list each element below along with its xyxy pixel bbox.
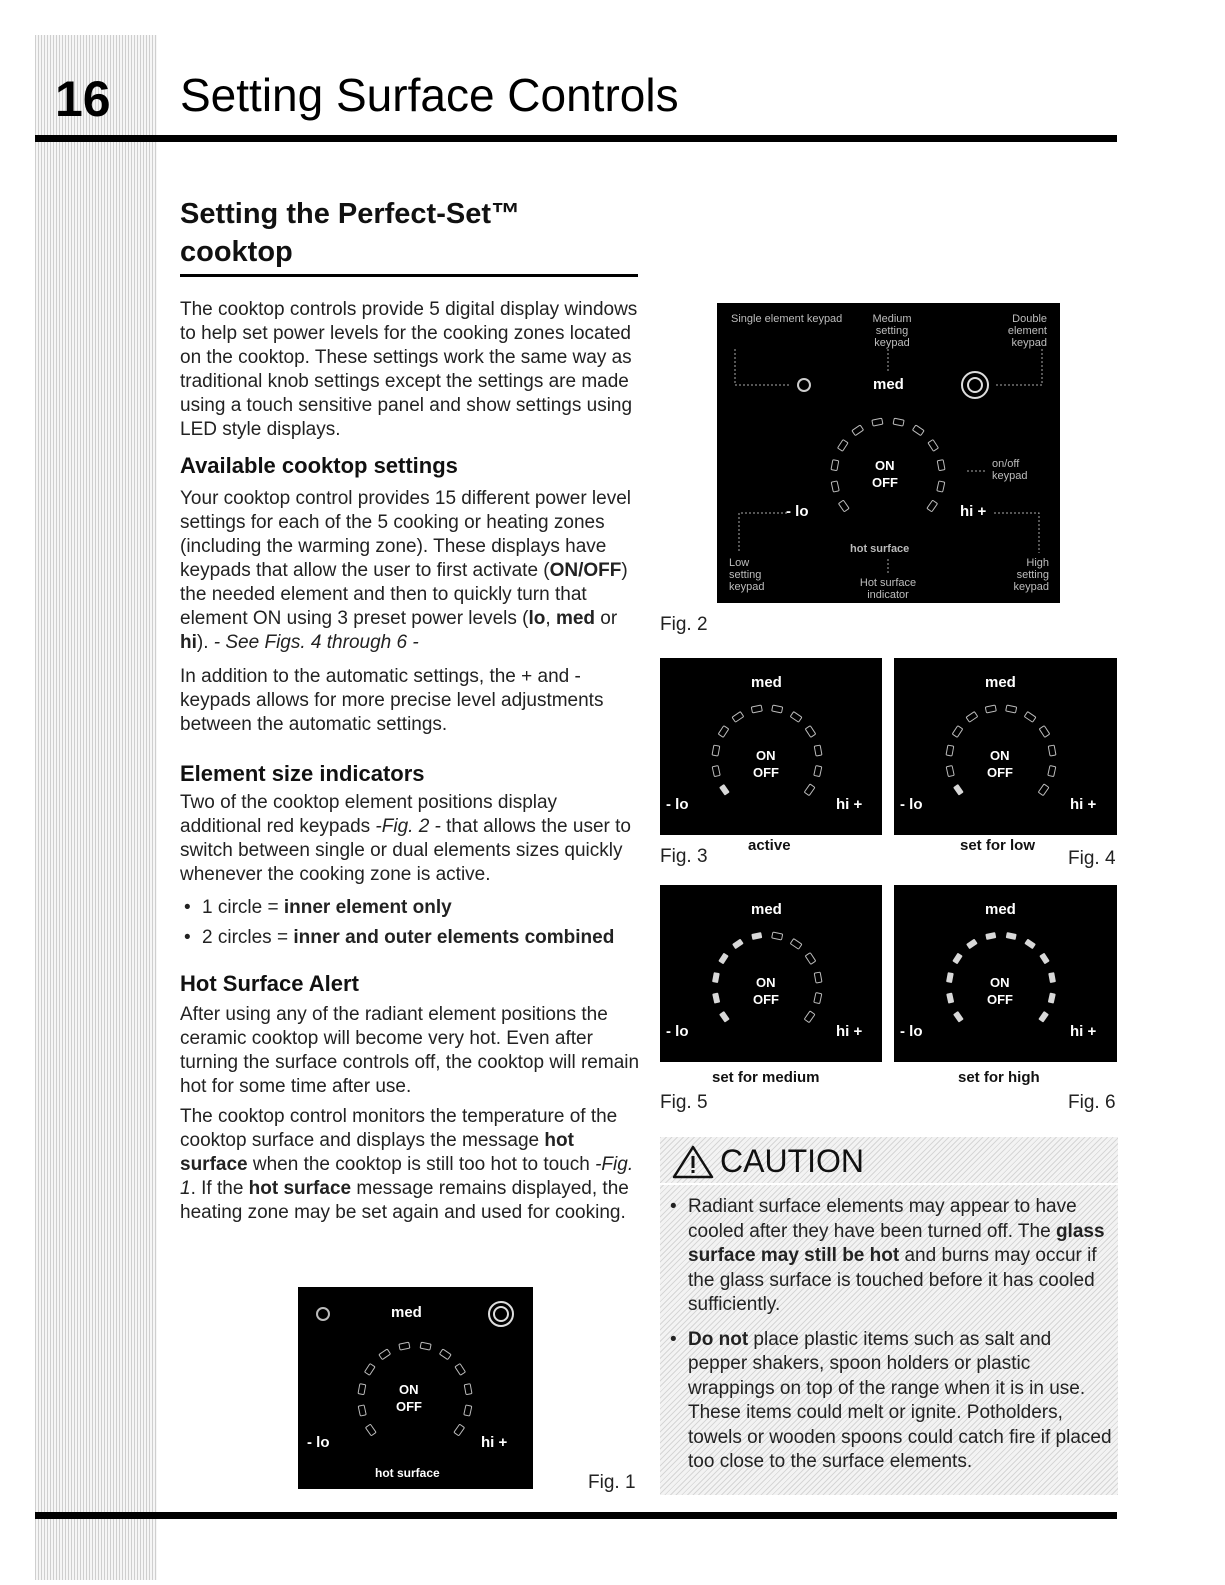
dial-segment — [953, 1011, 964, 1023]
dial-segment — [712, 972, 720, 983]
dial-segment — [1039, 953, 1049, 965]
dial-segment — [358, 1384, 366, 1395]
dial-segment — [952, 953, 962, 965]
dial-segment — [985, 932, 996, 940]
dial-segment — [772, 932, 783, 940]
dial-segment — [790, 939, 802, 950]
fig4-control-panel: med ON OFF - lo hi + — [894, 658, 1117, 835]
dial-segment — [379, 1349, 391, 1360]
fig2-label: Fig. 2 — [660, 614, 708, 635]
dial-segment — [946, 745, 954, 756]
intro-paragraph: The cooktop controls provide 5 digital display windows to help set power levels for the cooking zones located on the cooktop. These settings work the same way as traditional knob settings except the settings are made using a touch sensitive panel and show settings using LED style displays. — [180, 299, 638, 440]
list-item: • 1 circle = inner element only — [180, 896, 640, 920]
footer-rule — [35, 1512, 1117, 1519]
hot-surface-paragraph: After using any of the radiant element positions the ceramic cooktop will become very hot. Even after turning the surface controls off, the cooktop will remain hot for some time after use. — [180, 1004, 640, 1097]
dial-segment — [358, 1405, 366, 1416]
dial-segment — [751, 705, 762, 713]
hot-surface-section — [180, 970, 640, 1225]
dial-segment — [953, 784, 964, 796]
dial-segment — [872, 418, 883, 426]
dial-segment — [719, 1011, 730, 1023]
dial-segment — [1006, 932, 1017, 940]
dial-segment — [719, 784, 730, 796]
dial-segment — [831, 481, 839, 492]
dial-segment — [852, 425, 864, 436]
dial-segment — [893, 418, 904, 426]
dial-segment — [814, 993, 822, 1004]
fig5-control-panel: med ON OFF - lo hi + — [660, 885, 882, 1062]
dial-segment — [732, 712, 744, 723]
dial-segment — [838, 500, 849, 512]
caution-title: CAUTION — [720, 1143, 864, 1179]
fig6-caption: set for high — [958, 1069, 1040, 1086]
dial-segment — [814, 745, 822, 756]
list-item: • 2 circles = inner and outer elements combined — [180, 926, 640, 950]
element-size-section — [180, 760, 640, 950]
dial-segment — [790, 712, 802, 723]
dial-segment — [718, 726, 728, 738]
available-paragraph: Your cooktop control provides 15 different power level settings for each of the 5 cooking or heating zones (including the warming zone). These displays have keypads that allow the user to first activate (ON/OFF) the needed element and then to quickly turn that element ON using 3 preset power levels (lo, med or hi). - See Figs. 4 through 6 - — [180, 488, 631, 653]
dial-segment — [439, 1349, 451, 1360]
dial-segment — [1048, 972, 1056, 983]
fig2-control-panel: Single element keypad Medium setting keypad Double element keypad med ON OFF on/off keypad - lo hi + hot surface Low setting keypad Hot surface indicator High setting keypad — [717, 303, 1060, 603]
page-number: 16 — [55, 71, 111, 127]
fig5-label: Fig. 5 — [660, 1092, 708, 1113]
dial-segment — [966, 712, 978, 723]
dial-segment — [1048, 745, 1056, 756]
page-title: Setting Surface Controls — [180, 69, 679, 121]
dial-segment — [946, 993, 954, 1004]
fig3-caption: active — [748, 837, 791, 854]
dial-segment — [1039, 726, 1049, 738]
dial-segment — [1048, 993, 1056, 1004]
dial-segment — [814, 766, 822, 777]
element-size-paragraph: Two of the cooktop element positions display additional red keypads -Fig. 2 - that allows the user to switch between single or dual elements sizes quickly whenever the cooking zone is active. — [180, 792, 631, 885]
dial-segment — [1024, 712, 1036, 723]
dial-segment — [804, 1011, 815, 1023]
section-title: Setting the Perfect-Set™ cooktop — [180, 198, 520, 268]
dial-segment — [365, 1424, 376, 1436]
dial-segment — [712, 745, 720, 756]
dial-segment — [399, 1342, 410, 1350]
adjustment-paragraph: In addition to the automatic settings, the + and - keypads allows for more precise level adjustments between the automatic settings. — [180, 666, 604, 735]
dial-segment — [1006, 705, 1017, 713]
dial-segment — [966, 939, 978, 950]
dial-segment — [927, 500, 938, 512]
dial-segment — [805, 953, 815, 965]
fig3-control-panel: med ON OFF - lo hi + — [660, 658, 882, 835]
hot-surface-monitor-paragraph: The cooktop control monitors the temperature of the cooktop surface and displays the message hot surface when the cooktop is still too hot to touch -Fig. 1. If the hot surface message remains displayed, the heating zone may be set again and used for cooking. — [180, 1106, 634, 1223]
dial-segment — [1024, 939, 1036, 950]
list-item: • Radiant surface elements may appear to have cooled after they have been turned off. The glass surface may still be hot and burns may occur if the glass surface is touched before it has cooled sufficiently. — [668, 1195, 1113, 1318]
caution-rule — [660, 1183, 1118, 1185]
dial-segment — [1038, 1011, 1049, 1023]
dial-segment — [1048, 766, 1056, 777]
hot-surface-heading: Hot Surface Alert — [180, 971, 359, 996]
element-size-heading: Element size indicators — [180, 761, 425, 786]
dial-segment — [464, 1384, 472, 1395]
dial-segment — [712, 766, 720, 777]
dial-segment — [946, 972, 954, 983]
dial-segment — [937, 481, 945, 492]
dial-segment — [814, 972, 822, 983]
dial-segment — [751, 932, 762, 940]
dial-segment — [455, 1364, 465, 1376]
dial-segment — [912, 425, 924, 436]
fig6-control-panel: med ON OFF - lo hi + — [894, 885, 1117, 1062]
dial-segment — [365, 1364, 375, 1376]
caution-header — [672, 1143, 864, 1180]
element-size-list — [180, 896, 640, 950]
dial-segment — [831, 460, 839, 471]
fig4-caption: set for low — [960, 837, 1036, 854]
fig4-label: Fig. 4 — [1068, 848, 1116, 869]
dial-segment — [805, 726, 815, 738]
available-section — [180, 452, 640, 737]
fig1-control-panel: med ON OFF - lo hi + hot surface — [298, 1287, 533, 1489]
dial-segment — [420, 1342, 431, 1350]
dial-segment — [712, 993, 720, 1004]
dial-segment — [928, 440, 938, 452]
caution-box — [660, 1137, 1118, 1495]
available-heading: Available cooktop settings — [180, 453, 458, 478]
header-rule — [35, 135, 1117, 142]
dial-segment — [454, 1424, 465, 1436]
warning-icon — [672, 1144, 714, 1180]
list-item: • Do not place plastic items such as salt and pepper shakers, spoon holders or plastic wrappings on top of the range when it is in use. These items could melt or ignite. Potholders, towels or wooden spoons could catch fire if placed too close to the surface elements. — [668, 1328, 1113, 1475]
fig6-label: Fig. 6 — [1068, 1092, 1116, 1113]
dial-segment — [804, 784, 815, 796]
dial-segment — [464, 1405, 472, 1416]
dial-segment — [985, 705, 996, 713]
side-strip — [35, 35, 157, 1580]
fig3-label: Fig. 3 — [660, 846, 708, 867]
dial-segment — [718, 953, 728, 965]
section-rule — [180, 274, 638, 277]
dial-segment — [946, 766, 954, 777]
dial-segment — [937, 460, 945, 471]
dial-segment — [732, 939, 744, 950]
dial-segment — [952, 726, 962, 738]
fig1-label: Fig. 1 — [588, 1472, 636, 1493]
dial-segment — [838, 440, 848, 452]
caution-list — [668, 1195, 1113, 1485]
dial-segment — [772, 705, 783, 713]
fig5-caption: set for medium — [712, 1069, 820, 1086]
dial-segment — [1038, 784, 1049, 796]
